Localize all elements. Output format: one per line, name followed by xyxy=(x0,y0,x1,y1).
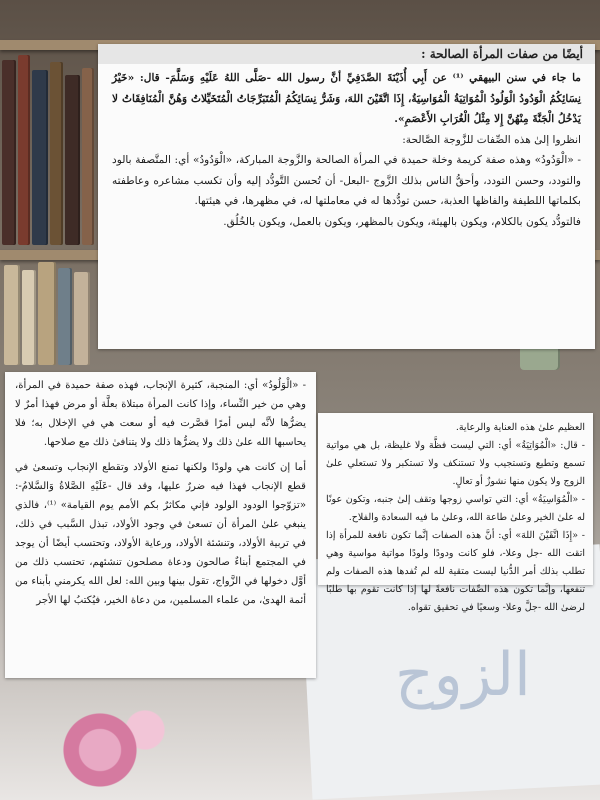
book-spine xyxy=(58,268,72,365)
book-spine xyxy=(18,55,30,245)
book-spine xyxy=(38,262,56,365)
panel-body xyxy=(5,372,316,610)
continuation-line: العظيم علىٰ هذه العناية والرعاية. xyxy=(455,422,585,433)
book-spine xyxy=(32,70,48,245)
book-spine xyxy=(2,60,16,245)
tawaddud-paragraph: فالتودُّد يكون بالكلام، ويكون بالهيئة، ويكون بالمظهر، ويكون بالعمل، ويكون بالخُلُق. xyxy=(223,215,581,228)
text-panel-right xyxy=(318,413,593,613)
panel-body xyxy=(318,413,593,617)
wadud-paragraph: - «الْوَدُودُ» وهذه صفة كريمة وخلة حميدة في المرأة الصالحة والزَّوجة المباركة، «الْوَدُودُ» أي: المتَّصفة بالود والتودد، وحسن التودد، وأحقُّ الناس بذلك الزَّوج -البعل- أن تُحسن التَّودُّد إليه وأن تكسب مشاعره وعاطفته بكلماتها اللطيفة والفاظها العذبة، حسن تودُّدها له في معاملتها له، في مظهرها، في هيئتها. xyxy=(112,154,581,207)
book-spine xyxy=(74,272,90,365)
book-spine xyxy=(65,75,80,245)
muwasiya-paragraph: - «الْمُوَاسِيَةُ» أي: التي تواسي زوجها وتقف إلىٰ جنبه، وتكون عونًا له علىٰ الخير وعلىٰ طاعة الله، وعلىٰ ما فيه السعادة والفلاح. xyxy=(326,494,585,523)
book-spine xyxy=(4,265,20,365)
book-spine xyxy=(82,68,94,245)
section-heading: أيضًا من صفات المرأة الصالحة : xyxy=(421,47,583,61)
taqwa-paragraph: - «إِذَا اتَّقَيْنَ اللهَ» أي: أنَّ هذه الصفات إنَّما تكون نافعة للمرأة إذا اتقت الله -جل وعلا-، فلو كانت ودودًا ولودًا مواتية مواسية وهي تطلب بذلك أمر الدُّنيا ليست متقية لله لم تُفدها هذه الصفات ولم تنفعها، وإنَّما تكون هذه الصِّفات نافعةً لها إذا كانت تقوم بها طلبًا لرضىٰ الله -جلَّ وعلا- وسعيًا في تحقيق تقواه. xyxy=(326,530,585,613)
heading-bar xyxy=(98,44,595,64)
book-spine xyxy=(22,270,36,365)
intro-paragraph: انظروا إلىٰ هذه الصِّفات للزَّوجة الصَّالحة: xyxy=(402,133,581,146)
book-spine xyxy=(50,62,63,245)
text-panel-top xyxy=(98,44,595,349)
flower-decoration xyxy=(40,700,190,800)
panel-body xyxy=(98,68,595,232)
hadith-paragraph: ما جاء في سنن البيهقي ⁽¹⁾ عن أَبِي أُذَيْنَةَ الصَّدَفِيِّ أنَّ رسول الله -صَلَّى اللهُ عَلَيْهِ وَسَلَّمَ- قال: «خَيْرُ نِسَائِكُمُ الْوَدُودُ الْوَلُودُ الْمُوَاتِيَةُ الْمُوَاسِيَةُ، إِذَا اتَّقَيْنَ اللهَ، وَشَرُّ نِسَائِكُمُ الْمُتَبَرِّجَاتُ الْمُتَخَيِّلاتُ وَهُنَّ الْمُنَافِقَاتُ لا يَدْخُلُ الْجَنَّةَ مِنْهُنَّ إِلا مِثْلُ الْغُرَابِ الأَعْصَمِ». xyxy=(112,72,581,125)
book-cover-title: الزوج xyxy=(395,640,531,710)
walud-paragraph: - «الْوَلُودُ» أي: المنجبة، كثيرة الإنجاب، فهذه صفة حميدة في المرأة، وهي من خير النِّساء، وإذا كانت المرأة مبتلاة بعلَّة أو مرض فهذا أمرٌ لا يضرُّها لأنَّه ليس أمرًا قصَّرت فيه أو سعت هي في الإخلال به؛ فلا يحاسبها الله علىٰ ذلك ولا يضرُّها ذلك ولا يتنافىٰ ذلك مع صلاحها. xyxy=(15,380,306,448)
children-paragraph: أما إن كانت هي ولودًا ولكنها تمنع الأولاد وتقطع الإنجاب وتسعىٰ في قطع الإنجاب فهذا فيه ضررٌ عليها، وقد قال -عَلَيْهِ الصَّلاةُ وَالسَّلامُ-: «تزوّجوا الودود الولود فإني مكاثرٌ بكم الأمم يوم القيامة» ⁽¹⁾، فالذي ينبغي علىٰ المرأة أن تسعىٰ في وجود الأولاد، تبذل السَّبب في ذلك، في تربية الأولاد، وتنشئة الأولاد، ورعاية الأولاد، وتحتسب أيضًا أن يوجد في المجتمع أبناءٌ صالحون ودعاة مصلحون تنشئهم، تحتسب ذلك من أوَّل دخولها في الزَّواج، تقول بينها وبين الله: لعل الله يكرمني بأبناء من أئمة الهدىٰ، من علماء المسلمين، من دعاة الخير، فيُكتبُ لها الأجر xyxy=(15,462,306,606)
text-panel-left xyxy=(5,372,316,678)
muwatiya-paragraph: - قال: «الْمُوَاتِيَةُ» أي: التي ليست فظَّة ولا غليظة، بل هي مواتية تسمع وتطيع وتستجيب ولا تستنكف ولا تستكبر ولا تستعلي علىٰ الزوج ولا يكون منها نشوزٌ أو تعالٍ. xyxy=(326,440,585,487)
